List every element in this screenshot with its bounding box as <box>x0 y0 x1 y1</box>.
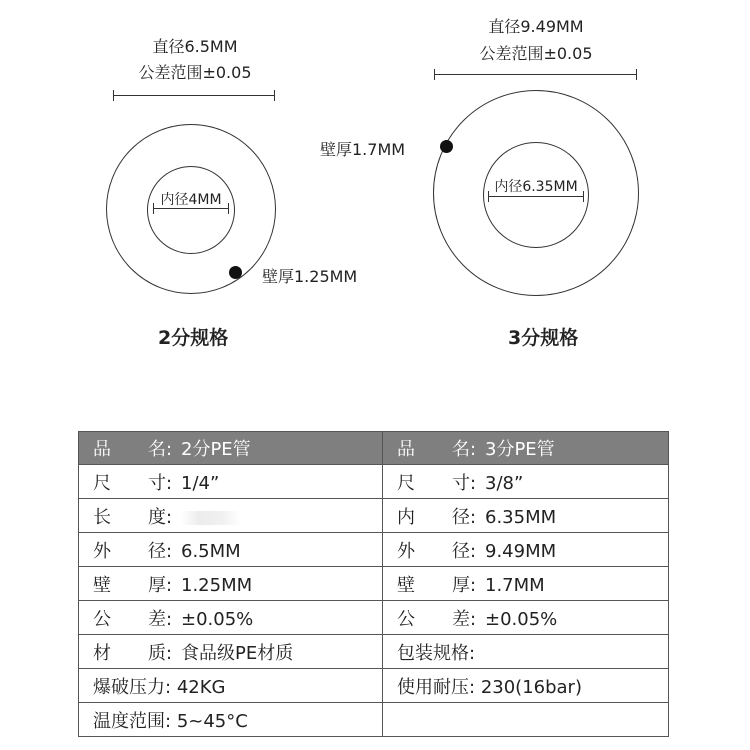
left-diameter-label: 直径6.5MM <box>152 37 238 56</box>
table-row <box>79 567 669 601</box>
table-cell: 壁 厚: 1.25MM <box>79 567 383 601</box>
left-inner-dimension-line <box>153 208 229 209</box>
table-header-row <box>79 432 669 465</box>
table-cell: 外 径: 6.5MM <box>79 533 383 567</box>
left-diameter-dimension-line <box>113 95 275 96</box>
table-cell <box>383 703 669 737</box>
table-cell: 长 度: <box>79 499 383 533</box>
right-caption: 3分规格 <box>508 327 579 349</box>
table-row <box>79 465 669 499</box>
table-cell: 公 差: ±0.05% <box>383 601 669 635</box>
right-wall-label: 壁厚1.7MM <box>320 140 406 159</box>
left-caption: 2分规格 <box>158 327 229 349</box>
table-cell: 外 径: 9.49MM <box>383 533 669 567</box>
table-row <box>79 601 669 635</box>
table-row <box>79 635 669 669</box>
table-cell: 公 差: ±0.05% <box>79 601 383 635</box>
table-cell: 品 名: 3分PE管 <box>383 432 669 465</box>
table-cell: 材 质: 食品级PE材质 <box>79 635 383 669</box>
table-cell: 包装规格: <box>383 635 669 669</box>
spec-table <box>78 431 669 737</box>
right-diameter-dimension-line <box>434 74 637 75</box>
table-row <box>79 533 669 567</box>
right-inner-label: 内径6.35MM <box>494 179 578 195</box>
left-inner-label: 内径4MM <box>160 192 222 208</box>
table-cell: 壁 厚: 1.7MM <box>383 567 669 601</box>
left-inner-circle <box>147 166 235 254</box>
left-wall-marker <box>229 266 242 279</box>
table-cell: 温度范围: 5~45°C <box>79 703 383 737</box>
table-cell: 尺 寸: 1/4” <box>79 465 383 499</box>
table-row <box>79 499 669 533</box>
table-cell: 内 径: 6.35MM <box>383 499 669 533</box>
table-cell: 使用耐压: 230(16bar) <box>383 669 669 703</box>
left-wall-label: 壁厚1.25MM <box>262 267 358 286</box>
right-inner-dimension-line <box>488 196 584 197</box>
left-tolerance-label: 公差范围±0.05 <box>138 63 252 82</box>
table-cell: 品 名: 2分PE管 <box>79 432 383 465</box>
table-cell: 爆破压力: 42KG <box>79 669 383 703</box>
right-diameter-label: 直径9.49MM <box>488 17 584 36</box>
table-cell: 尺 寸: 3/8” <box>383 465 669 499</box>
right-wall-marker <box>440 140 453 153</box>
right-tolerance-label: 公差范围±0.05 <box>479 44 593 63</box>
table-row <box>79 703 669 737</box>
redacted-value <box>181 511 241 525</box>
table-row <box>79 669 669 703</box>
